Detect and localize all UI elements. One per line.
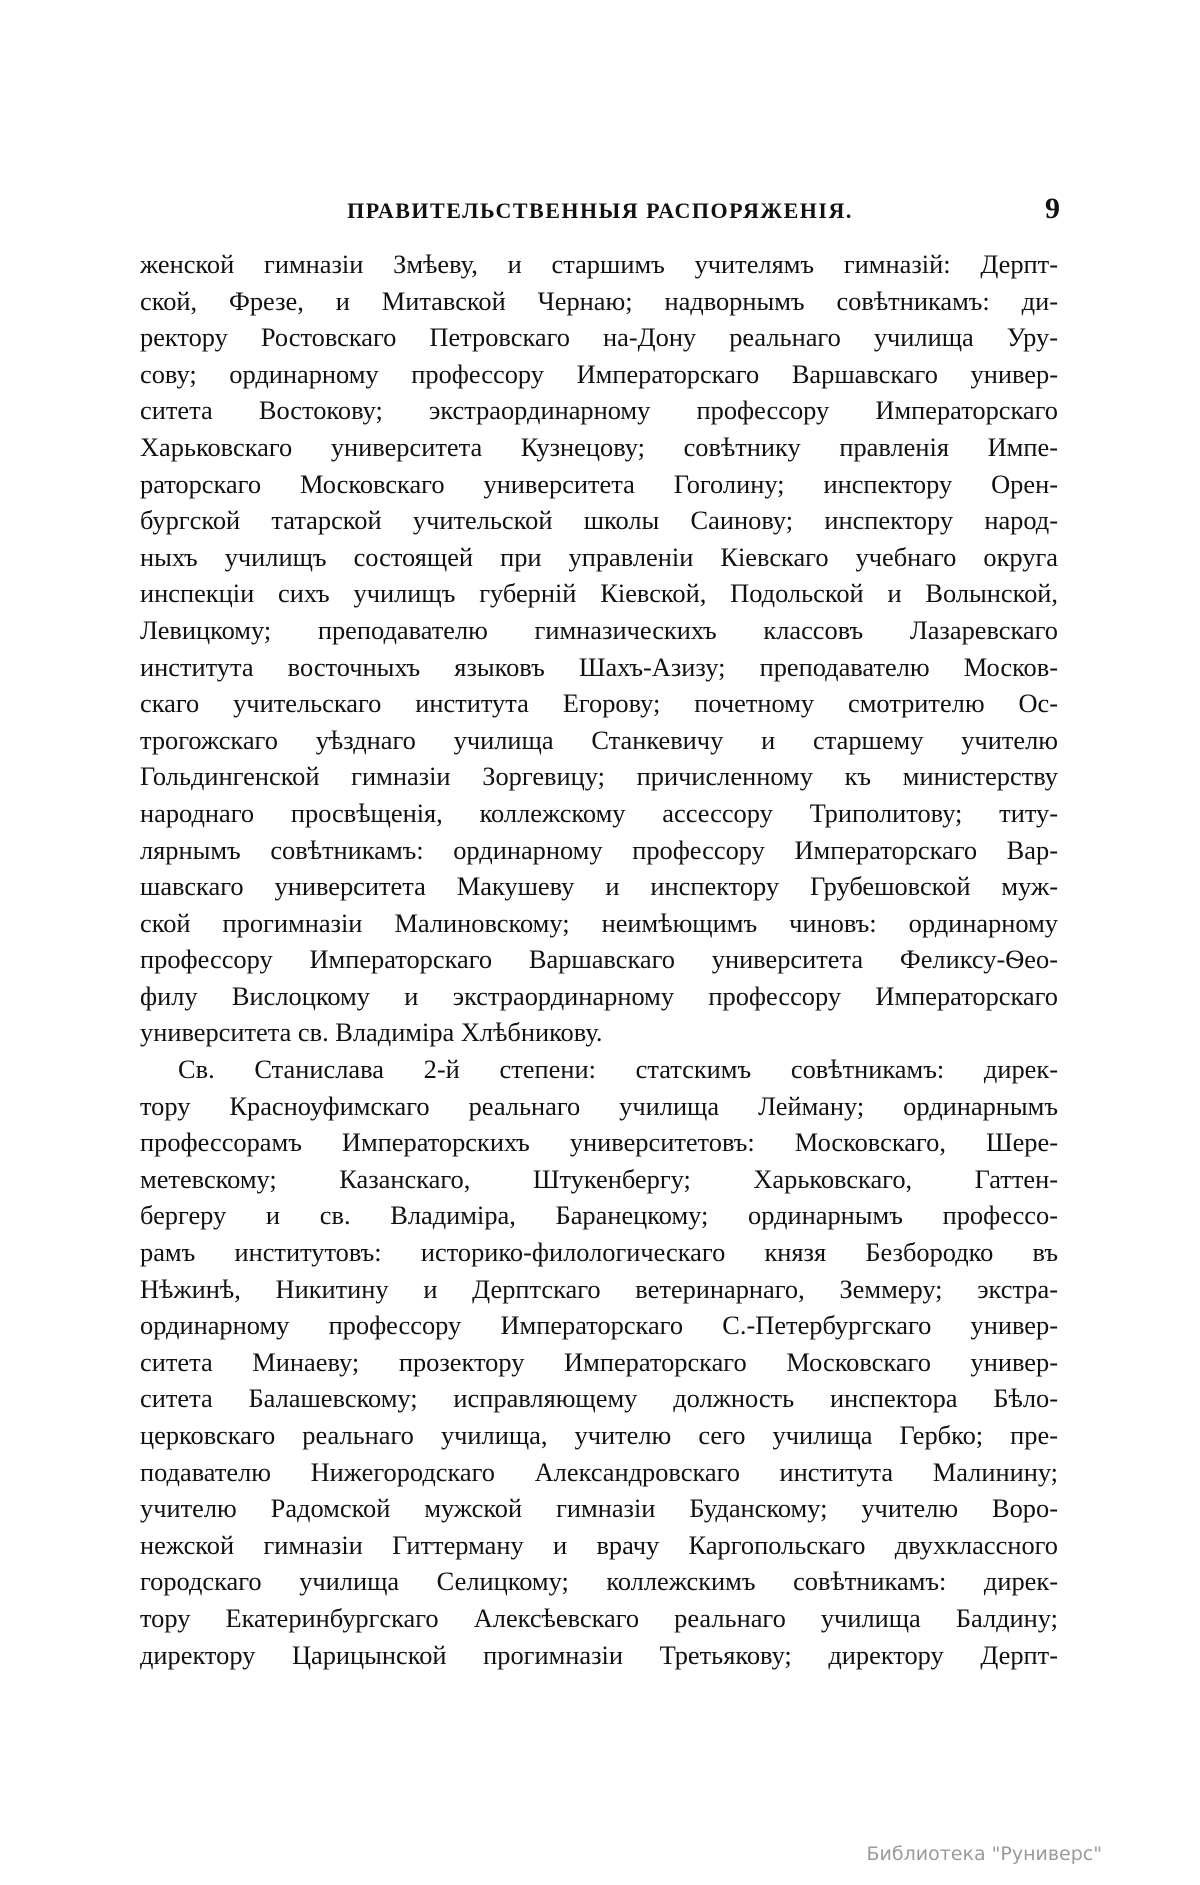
text-line: рамъ институтовъ: историко-филологическаго князя Безбородко въ [140,1237,1058,1268]
library-watermark: Библиотека "Руниверс" [866,1843,1102,1865]
text-line: Нѣжинѣ, Никитину и Дерптскаго ветеринарнаго, Земмеру; экстра- [140,1273,1058,1304]
text-line: ныхъ училищъ состоящей при управленіи Кіевскаго учебнаго округа [140,541,1058,572]
text-line: шавскаго университета Макушеву и инспектору Грубешовской муж- [140,871,1058,902]
running-head [140,192,1060,232]
text-line: бургской татарской учительской школы Саинову; инспектору народ- [140,505,1058,536]
text-line: Гольдингенской гимназіи Зоргевицу; причисленному къ министерству [140,761,1058,792]
text-line: ской прогимназіи Малиновскому; неимѣющимъ чиновъ: ординарному [140,907,1058,938]
text-line: городскаго училища Селицкому; коллежскимъ совѣтникамъ: дирек- [140,1566,1058,1597]
text-line: нежской гимназіи Гиттерману и врачу Каргопольскаго двухклассного [140,1529,1058,1560]
text-line: ской, Фрезе, и Митавской Чернаю; надворнымъ совѣтникамъ: ди- [140,285,1058,316]
text-line: народнаго просвѣщенія, коллежскому ассессору Триполитову; титу- [140,797,1058,828]
text-line: трогожскаго уѣзднаго училища Станкевичу и старшему учителю [140,724,1058,755]
text-line: филу Вислоцкому и экстраординарному профессору Императорскаго [140,980,1058,1011]
text-line: скаго учительскаго института Егорову; почетному смотрителю Ос- [140,688,1058,719]
text-line: сову; ординарному профессору Императорскаго Варшавскаго универ- [140,358,1058,389]
text-line: ситета Минаеву; прозектору Императорскаго Московскаго универ- [140,1346,1058,1377]
text-line: ситета Востокову; экстраординарному профессору Императорскаго [140,395,1058,426]
text-line: профессору Императорскаго Варшавскаго университета Феликсу-Ѳео- [140,944,1058,975]
paragraph-last-line: университета св. Владиміра Хлѣбникову. [140,1017,603,1048]
text-line: лярнымъ совѣтникамъ: ординарному профессору Императорскаго Вар- [140,834,1058,865]
text-line: Харьковскаго университета Кузнецову; совѣтнику правленія Импе- [140,431,1058,462]
running-title: ПРАВИТЕЛЬСТВЕННЫЯ РАСПОРЯЖЕНІЯ. [347,198,853,223]
paragraph-first-line: Св. Станислава 2-й степени: статскимъ совѣтникамъ: дирек- [178,1054,1058,1085]
text-line: тору Красноуфимскаго реальнаго училища Лейману; ординарнымъ [140,1090,1058,1121]
text-line: подавателю Нижегородскаго Александровскаго института Малинину; [140,1456,1058,1487]
text-line: бергеру и св. Владиміра, Баранецкому; ординарнымъ профессо- [140,1200,1058,1231]
text-line: инспекціи сихъ училищъ губерній Кіевской, Подольской и Волынской, [140,578,1058,609]
text-line: метевскому; Казанскаго, Штукенбергу; Харьковскаго, Гаттен- [140,1163,1058,1194]
body-text [140,246,1058,1673]
text-line: церковскаго реальнаго училища, учителю сего училища Гербко; пре- [140,1420,1058,1450]
text-line: тору Екатеринбургскаго Алексѣевскаго реальнаго училища Балдину; [140,1602,1058,1633]
text-line: раторскаго Московскаго университета Гоголину; инспектору Орен- [140,468,1058,499]
text-line: директору Царицынской прогимназіи Третьякову; директору Дерпт- [140,1639,1058,1670]
text-line: учителю Радомской мужской гимназіи Буданскому; учителю Воро- [140,1493,1058,1524]
text-line: Левицкому; преподавателю гимназическихъ классовъ Лазаревскаго [140,614,1058,645]
page-number: 9 [1045,192,1060,225]
text-line: института восточныхъ языковъ Шахъ-Азизу; преподавателю Москов- [140,651,1058,682]
text-line: ординарному профессору Императорскаго С.-Петербургскаго универ- [140,1310,1058,1341]
text-line: профессорамъ Императорскихъ университетовъ: Московскаго, Шере- [140,1127,1058,1158]
text-line: женской гимназіи Змѣеву, и старшимъ учителямъ гимназій: Дерпт- [140,249,1058,279]
text-line: ситета Балашевскому; исправляющему должность инспектора Бѣло- [140,1383,1058,1414]
text-line: ректору Ростовскаго Петровскаго на-Дону реальнаго училища Уру- [140,322,1058,353]
